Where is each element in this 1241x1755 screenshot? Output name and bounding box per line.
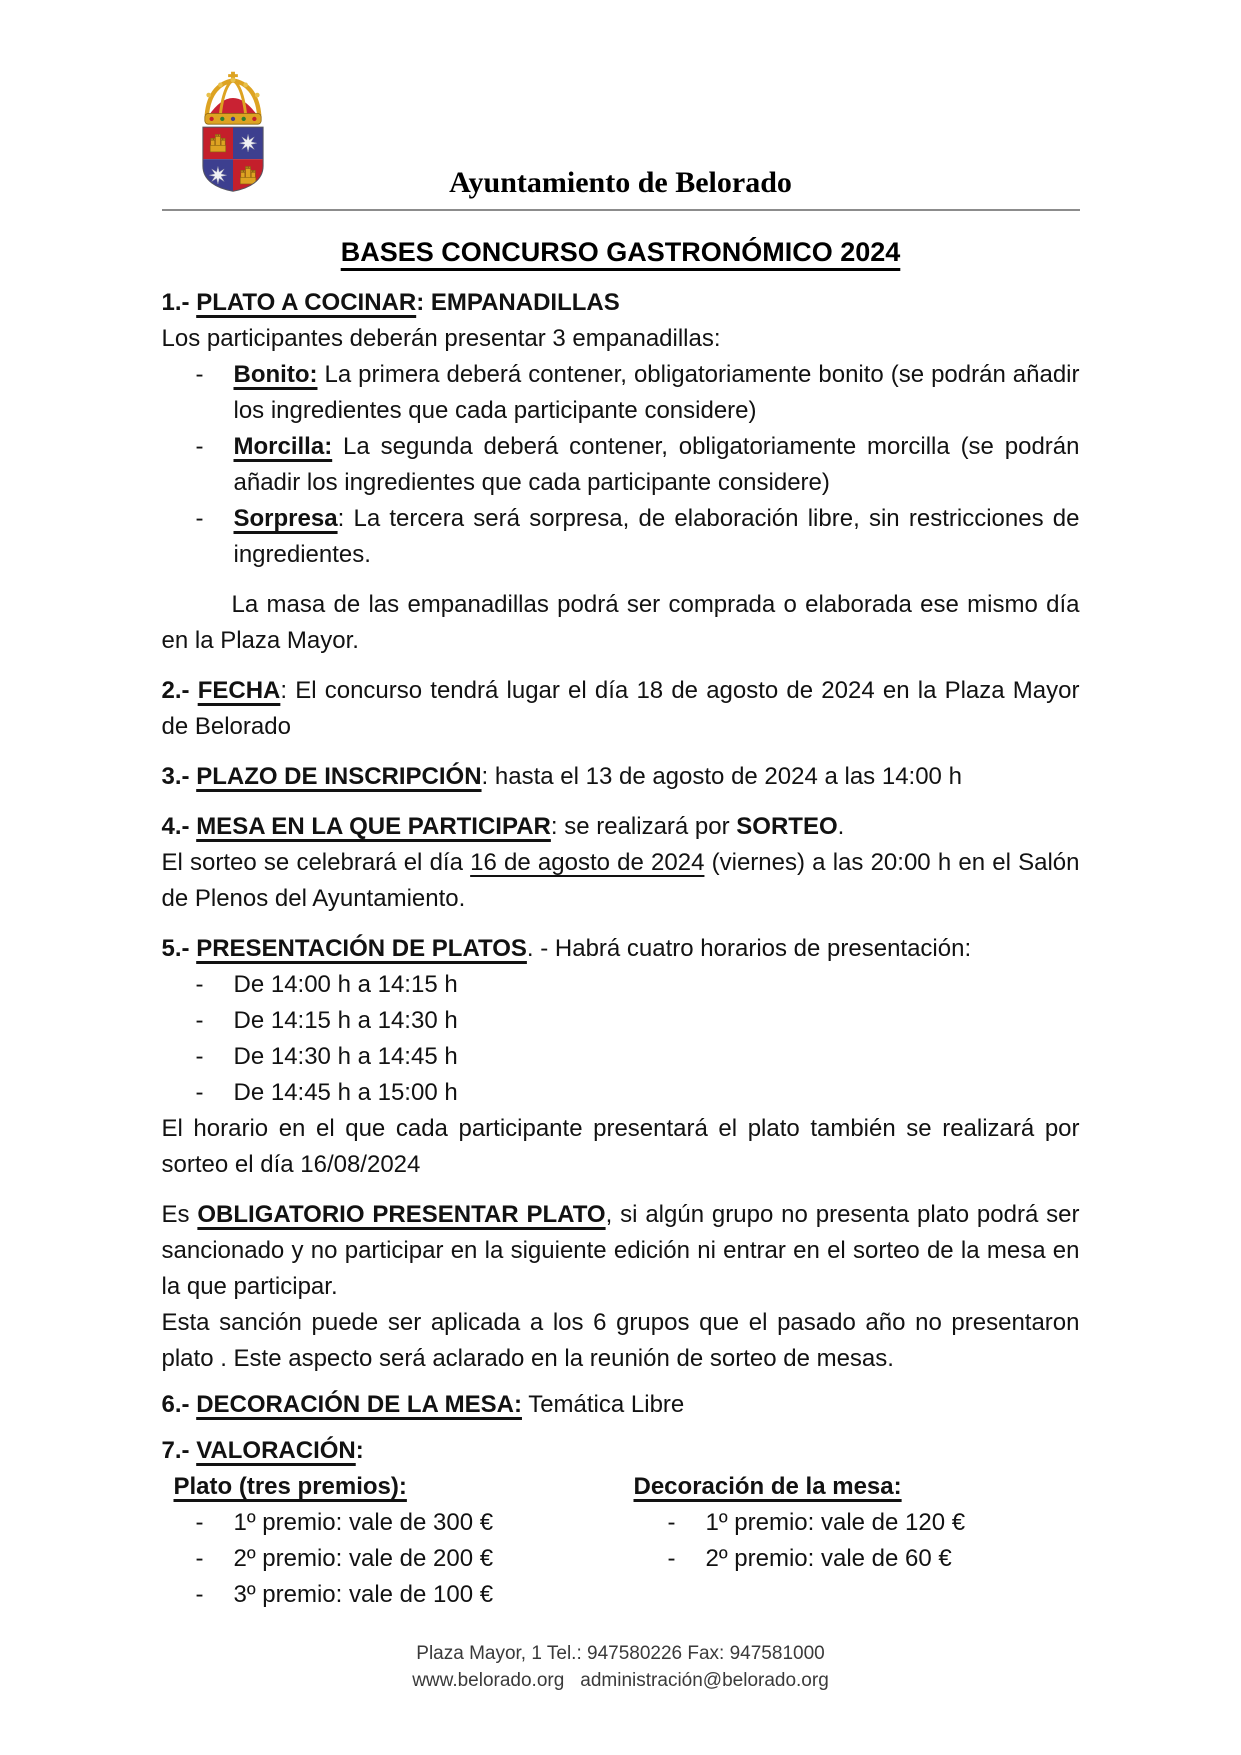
bullet-dash: - bbox=[667, 1509, 676, 1536]
section-5-note: El horario en el que cada participante presentará el plato también se realizará por sorteo el día 16/08/2024 bbox=[161, 1115, 1080, 1178]
section-title: PRESENTACIÓN DE PLATOS bbox=[196, 935, 527, 962]
time-slot-item bbox=[162, 1003, 1080, 1039]
section-title: PLAZO DE INSCRIPCIÓN bbox=[196, 763, 482, 790]
document-body bbox=[162, 233, 1080, 1613]
belorado-coat-of-arms-icon bbox=[199, 70, 267, 192]
bullet-dash: - bbox=[195, 1509, 204, 1536]
warning-sanction-text: Esta sanción puede ser aplicada a los 6 grupos que el pasado año no presentaron plato . Este aspecto será aclarado en la reunión de sorteo de mesas. bbox=[161, 1309, 1080, 1372]
prizes-mesa-column bbox=[634, 1469, 1080, 1613]
section-4 bbox=[162, 809, 1080, 917]
time-slot-text: De 14:00 h a 14:15 h bbox=[233, 971, 458, 998]
bullet-item bbox=[162, 357, 1080, 429]
section-title: VALORACIÓN bbox=[196, 1437, 356, 1464]
section-number: 1.- bbox=[161, 289, 197, 316]
time-slot-text: De 14:15 h a 14:30 h bbox=[233, 1007, 458, 1034]
section-1-note: La masa de las empanadillas podrá ser comprada o elaborada ese mismo día en la Plaza Mayor. bbox=[161, 591, 1080, 654]
time-slot-item bbox=[162, 1075, 1080, 1111]
section-number: 4.- bbox=[161, 813, 197, 840]
footer-website: www.belorado.org bbox=[412, 1670, 565, 1691]
section-title: FECHA bbox=[197, 677, 281, 704]
bullet-text: Morcilla: La segunda deberá contener, obligatoriamente morcilla (se podrán añadir los ingredientes que cada participante considere) bbox=[233, 433, 1080, 496]
section-7 bbox=[162, 1433, 1080, 1613]
prize-text: 1º premio: vale de 300 € bbox=[233, 1509, 494, 1536]
section-2 bbox=[162, 673, 1080, 745]
bullet-item bbox=[162, 429, 1080, 501]
prize-text: 2º premio: vale de 200 € bbox=[233, 1545, 494, 1572]
time-slot-item bbox=[162, 1039, 1080, 1075]
bullet-text: Bonito: La primera deberá contener, obligatoriamente bonito (se podrán añadir los ingredientes que cada participante considere) bbox=[233, 361, 1080, 424]
prize-item bbox=[162, 1577, 634, 1613]
bullet-dash: - bbox=[195, 1043, 204, 1070]
section-title: MESA EN LA QUE PARTICIPAR bbox=[196, 813, 551, 840]
prize-item bbox=[162, 1505, 634, 1541]
bullet-dash: - bbox=[195, 1581, 204, 1608]
bullet-term: Sorpresa bbox=[233, 505, 338, 532]
bullet-dash: - bbox=[195, 505, 204, 532]
section-7-heading: 7.- VALORACIÓN: bbox=[161, 1437, 364, 1464]
footer-email: administración@belorado.org bbox=[580, 1670, 829, 1691]
section-1 bbox=[162, 285, 1080, 659]
time-slot-text: De 14:45 h a 15:00 h bbox=[233, 1079, 458, 1106]
bullet-dash: - bbox=[195, 361, 204, 388]
section-5 bbox=[162, 931, 1080, 1183]
footer-contact-line bbox=[0, 1667, 1241, 1694]
section-title: DECORACIÓN DE LA MESA: bbox=[196, 1391, 522, 1418]
bullet-term: Morcilla: bbox=[233, 433, 333, 460]
bullet-term: Bonito: bbox=[233, 361, 318, 388]
prize-text: 2º premio: vale de 60 € bbox=[705, 1545, 952, 1572]
doc-title-text: BASES CONCURSO GASTRONÓMICO 2024 bbox=[340, 237, 901, 267]
warning-emphasis: OBLIGATORIO PRESENTAR PLATO bbox=[197, 1201, 606, 1228]
section-4-detail: El sorteo se celebrará el día 16 de agosto de 2024 (viernes) a las 20:00 h en el Salón de Plenos del Ayuntamiento. bbox=[161, 849, 1080, 912]
warning-paragraph bbox=[162, 1197, 1080, 1377]
prize-item bbox=[634, 1505, 1080, 1541]
section-3 bbox=[162, 759, 1080, 795]
prizes-mesa-header: Decoración de la mesa: bbox=[633, 1473, 902, 1500]
section-5-heading: 5.- PRESENTACIÓN DE PLATOS. - Habrá cuatro horarios de presentación: bbox=[161, 935, 972, 962]
section-title: PLATO A COCINAR bbox=[196, 289, 417, 316]
prizes-plato-header: Plato (tres premios): bbox=[173, 1473, 407, 1500]
page-footer bbox=[0, 1640, 1241, 1694]
section-6 bbox=[162, 1387, 1080, 1423]
bullet-dash: - bbox=[195, 1007, 204, 1034]
bullet-dash: - bbox=[195, 1545, 204, 1572]
section-1-heading bbox=[162, 285, 1080, 321]
section-number: 7.- bbox=[161, 1437, 197, 1464]
bullet-dash: - bbox=[195, 433, 204, 460]
prizes-plato-column bbox=[162, 1469, 634, 1613]
footer-address-line: Plaza Mayor, 1 Tel.: 947580226 Fax: 947581000 bbox=[416, 1643, 825, 1664]
section-3-text: 3.- PLAZO DE INSCRIPCIÓN: hasta el 13 de agosto de 2024 a las 14:00 h bbox=[161, 763, 962, 790]
org-name: Ayuntamiento de Belorado bbox=[449, 166, 792, 199]
section-title-suffix: : EMPANADILLAS bbox=[416, 289, 620, 316]
bullet-dash: - bbox=[195, 971, 204, 998]
time-slot-text: De 14:30 h a 14:45 h bbox=[233, 1043, 458, 1070]
bullet-item bbox=[162, 501, 1080, 573]
bullet-dash: - bbox=[195, 1079, 204, 1106]
prizes-columns bbox=[162, 1469, 1080, 1613]
prize-text: 1º premio: vale de 120 € bbox=[705, 1509, 966, 1536]
bullet-dash: - bbox=[667, 1545, 676, 1572]
time-slot-item bbox=[162, 967, 1080, 1003]
section-4-heading: 4.- MESA EN LA QUE PARTICIPAR: se realizará por SORTEO. bbox=[161, 813, 845, 840]
bullet-text: Sorpresa: La tercera será sorpresa, de elaboración libre, sin restricciones de ingredientes. bbox=[233, 505, 1080, 568]
prize-item bbox=[162, 1541, 634, 1577]
section-number: 3.- bbox=[161, 763, 197, 790]
warning-text: Es OBLIGATORIO PRESENTAR PLATO, si algún grupo no presenta plato podrá ser sancionado y no participar en la siguiente edición ni entrar en el sorteo de la mesa en la que participar. bbox=[161, 1201, 1080, 1300]
prize-item bbox=[634, 1541, 1080, 1577]
section-number: 2.- bbox=[161, 677, 198, 704]
prize-text: 3º premio: vale de 100 € bbox=[233, 1581, 494, 1608]
section-1-intro: Los participantes deberán presentar 3 empanadillas: bbox=[161, 325, 721, 352]
doc-title bbox=[162, 233, 1080, 271]
section-number: 6.- bbox=[161, 1391, 197, 1418]
header-rule bbox=[162, 209, 1080, 211]
sorteo-emphasis: SORTEO bbox=[736, 813, 838, 840]
section-number: 5.- bbox=[161, 935, 197, 962]
section-2-text: 2.- FECHA: El concurso tendrá lugar el día 18 de agosto de 2024 en la Plaza Mayor de Belorado bbox=[161, 677, 1080, 740]
sorteo-date: 16 de agosto de 2024 bbox=[470, 849, 705, 876]
section-6-text: 6.- DECORACIÓN DE LA MESA: Temática Libre bbox=[161, 1391, 685, 1418]
